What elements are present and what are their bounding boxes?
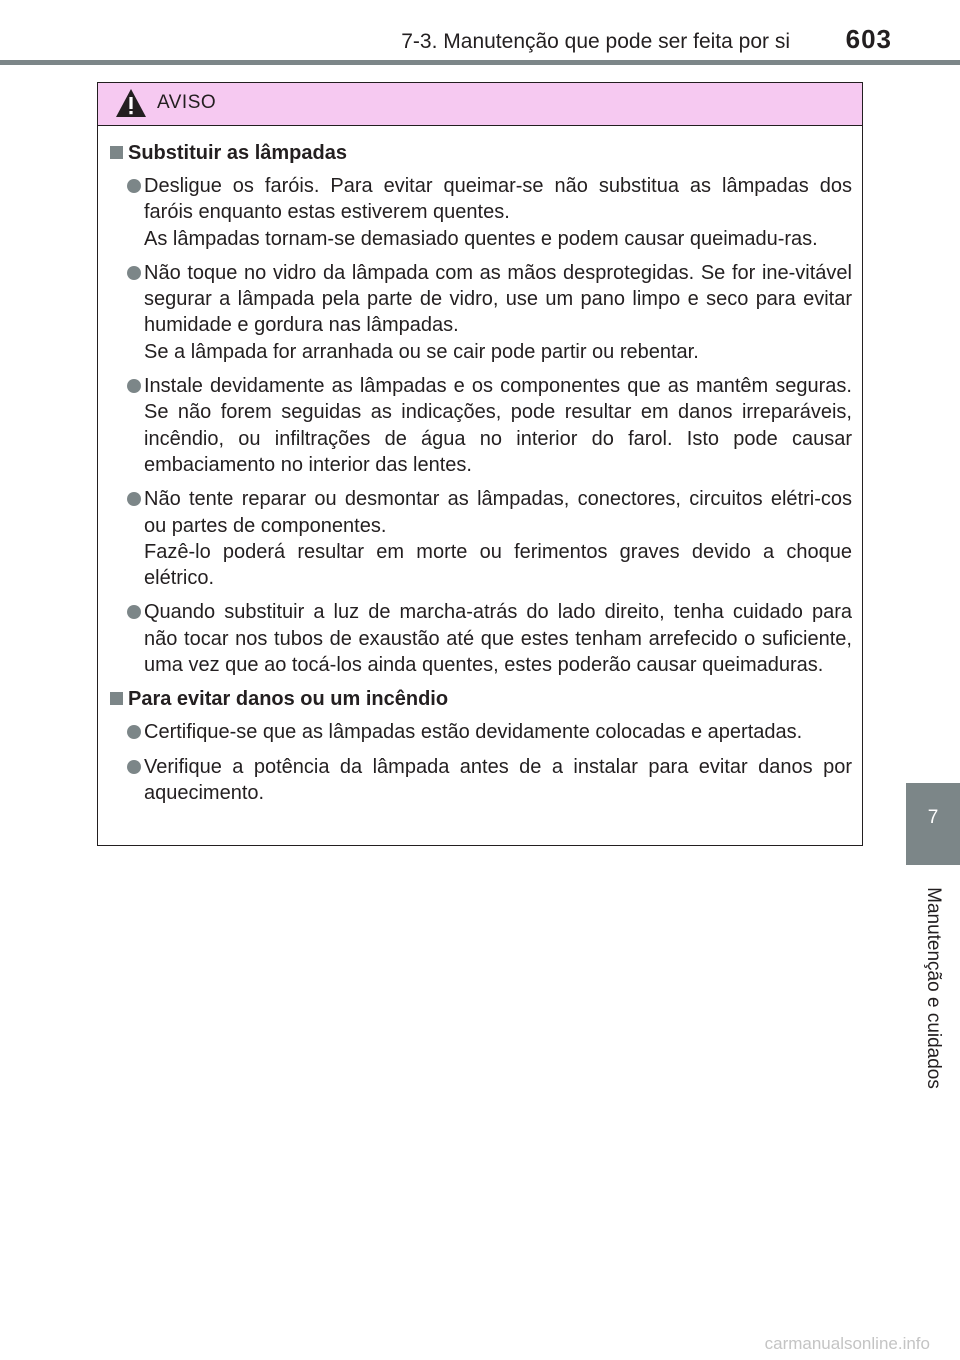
circle-bullet-icon <box>127 379 141 393</box>
item-note: Fazê-lo poderá resultar em morte ou ferimentos graves devido a choque elétrico. <box>144 540 852 590</box>
warning-title: AVISO <box>157 92 217 113</box>
page-number: 603 <box>845 24 892 54</box>
list-item <box>108 173 852 252</box>
list-item <box>108 719 852 745</box>
item-note: Se a lâmpada for arranhada ou se cair pode partir ou rebentar. <box>144 340 699 363</box>
list-item <box>108 486 852 591</box>
item-text: Desligue os faróis. Para evitar queimar-se não substitua as lâmpadas dos faróis enquanto estas estiverem quentes. <box>144 175 852 224</box>
watermark: carmanualsonline.info <box>764 1334 930 1353</box>
circle-bullet-icon <box>127 605 141 619</box>
list-item <box>108 373 852 478</box>
warning-triangle-icon <box>115 88 147 118</box>
section-heading: Para evitar danos ou um incêndio <box>108 686 852 713</box>
square-bullet-icon <box>110 692 123 705</box>
circle-bullet-icon <box>127 492 141 506</box>
circle-bullet-icon <box>127 725 141 739</box>
item-note: As lâmpadas tornam-se demasiado quentes e podem causar queimadu-ras. <box>144 227 818 250</box>
chapter-tab[interactable] <box>906 783 960 865</box>
circle-bullet-icon <box>127 179 141 193</box>
section-heading: Substituir as lâmpadas <box>108 140 852 167</box>
list-item <box>108 599 852 678</box>
item-text: Não toque no vidro da lâmpada com as mãos desprotegidas. Se for ine-vitável segurar a lâmpada pela parte de vidro, use um pano limpo e seco para evitar humidade e gordura nas lâmpadas. <box>144 261 852 337</box>
item-text: Instale devidamente as lâmpadas e os componentes que as mantêm seguras. Se não forem seguidas as indicações, pode resultar em danos irreparáveis, incêndio, ou infiltrações de água no interior do farol. Isto pode causar embaciamento no interior das lentes. <box>144 375 852 476</box>
item-text: Verifique a potência da lâmpada antes de a instalar para evitar danos por aquecimento. <box>144 755 852 804</box>
chapter-label: Manutenção e cuidados <box>923 887 944 1089</box>
warning-box <box>97 82 863 846</box>
item-text: Não tente reparar ou desmontar as lâmpadas, conectores, circuitos elétri-cos ou partes de componentes. <box>144 488 852 537</box>
list-item <box>108 754 852 807</box>
list-item <box>108 260 852 365</box>
circle-bullet-icon <box>127 760 141 774</box>
item-text: Quando substituir a luz de marcha-atrás do lado direito, tenha cuidado para não tocar nos tubos de exaustão até que estes tenham arrefecido o suficiente, uma vez que ao tocá-los ainda quentes, estes poderão causar queimaduras. <box>144 601 852 677</box>
warning-body <box>98 140 862 814</box>
circle-bullet-icon <box>127 266 141 280</box>
header-divider <box>0 60 960 65</box>
square-bullet-icon <box>110 146 123 159</box>
item-text: Certifique-se que as lâmpadas estão devidamente colocadas e apertadas. <box>144 721 803 744</box>
section-title: 7-3. Manutenção que pode ser feita por si <box>401 30 790 53</box>
chapter-number: 7 <box>927 807 939 828</box>
warning-header <box>98 83 862 126</box>
page-header <box>0 0 960 66</box>
